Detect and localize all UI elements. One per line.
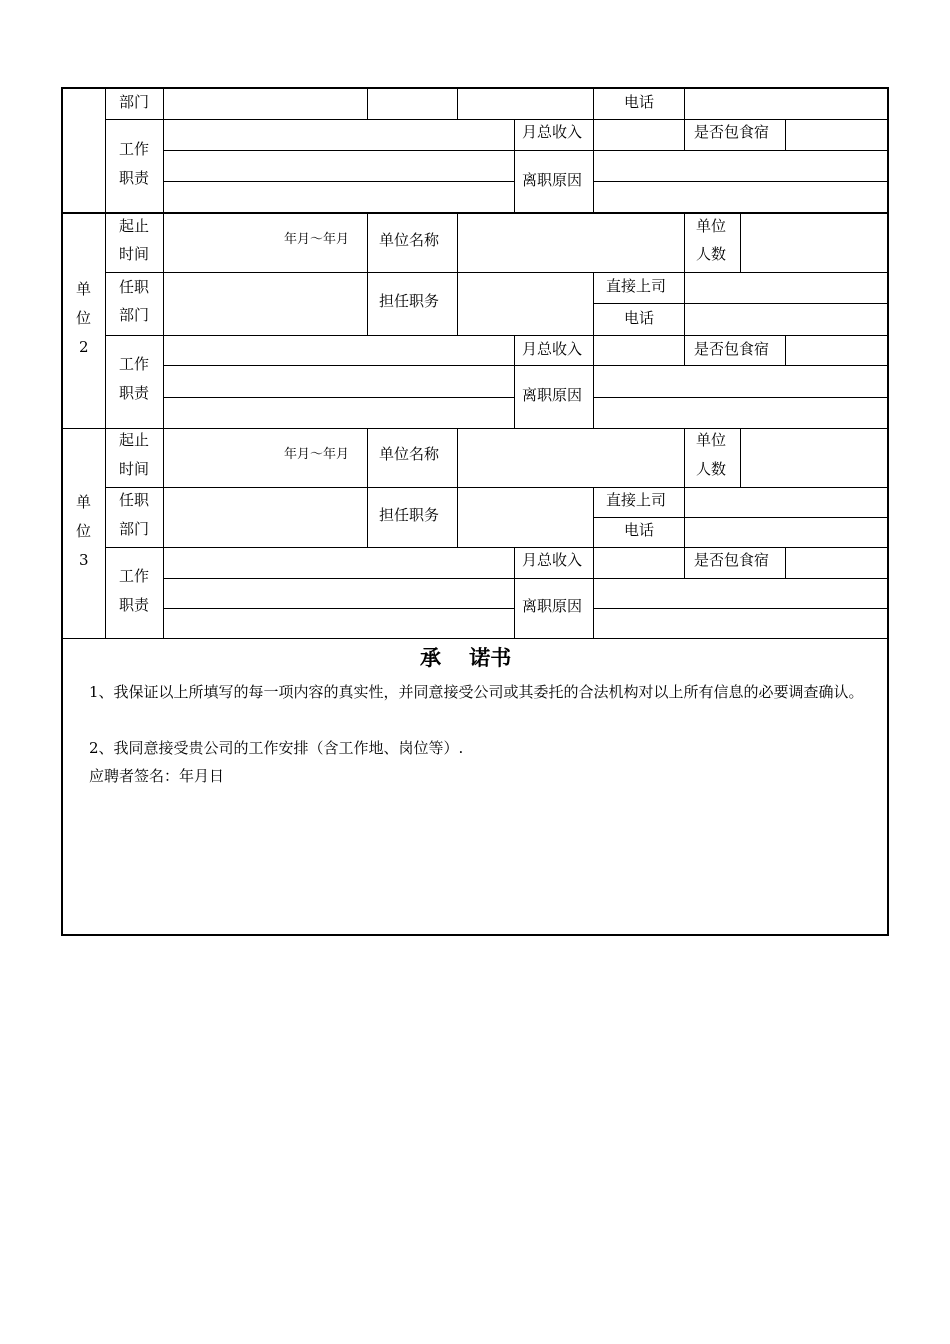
section-divider-3 bbox=[61, 638, 889, 639]
monthly-income-label: 月总收入 bbox=[522, 340, 583, 358]
job-duties-label-line2: 职责 bbox=[119, 384, 150, 402]
period-label-line2: 时间 bbox=[119, 460, 150, 478]
supervisor-label: 直接上司 bbox=[606, 491, 667, 509]
position-label: 担任职务 bbox=[379, 292, 440, 310]
vline bbox=[785, 547, 786, 578]
hline bbox=[163, 150, 887, 151]
vline bbox=[593, 272, 594, 428]
period-placeholder: 年月～年月 bbox=[284, 447, 350, 462]
headcount-label-line1: 单位 bbox=[696, 217, 727, 235]
vline bbox=[514, 335, 515, 428]
period-label-line1: 起止 bbox=[119, 217, 150, 235]
vline bbox=[593, 88, 594, 212]
frame-top bbox=[61, 87, 889, 89]
signature-line: 应聘者签名：年月日 bbox=[89, 767, 225, 785]
pledge-title: 承 诺书 bbox=[420, 646, 512, 670]
hline bbox=[593, 608, 887, 609]
employer-label-char: 位 bbox=[76, 522, 92, 540]
period-label-line1: 起止 bbox=[119, 431, 150, 449]
vline bbox=[740, 213, 741, 272]
vline bbox=[684, 487, 685, 578]
company-name-label: 单位名称 bbox=[379, 445, 440, 463]
frame-bottom bbox=[61, 934, 889, 936]
frame-right bbox=[887, 87, 889, 936]
dept-label-line1: 任职 bbox=[119, 278, 150, 296]
vline bbox=[367, 88, 368, 119]
hline bbox=[163, 365, 887, 366]
frame-left bbox=[61, 87, 63, 936]
leave-reason-label: 离职原因 bbox=[522, 386, 583, 404]
job-duties-label-line1: 工作 bbox=[119, 567, 150, 585]
vline bbox=[785, 119, 786, 150]
vline bbox=[105, 88, 106, 638]
vline bbox=[684, 88, 685, 150]
vline bbox=[367, 429, 368, 547]
hline bbox=[105, 487, 887, 488]
hline bbox=[163, 181, 514, 182]
hline bbox=[593, 181, 887, 182]
leave-reason-label: 离职原因 bbox=[522, 171, 583, 189]
job-duties-label-line1: 工作 bbox=[119, 140, 150, 158]
hline bbox=[593, 517, 887, 518]
employer-label-char: 单 bbox=[76, 493, 92, 511]
dept-label-line2: 部门 bbox=[119, 520, 150, 538]
employer-label-char: 3 bbox=[79, 551, 89, 569]
employer-label-char: 位 bbox=[76, 309, 92, 327]
dept-label-line1: 任职 bbox=[119, 491, 150, 509]
leave-reason-label: 离职原因 bbox=[522, 597, 583, 615]
headcount-label-line2: 人数 bbox=[696, 245, 727, 263]
vline bbox=[593, 487, 594, 638]
hline bbox=[105, 335, 887, 336]
pledge-item-2: 2、我同意接受贵公司的工作安排（含工作地、岗位等）. bbox=[89, 739, 464, 757]
hline bbox=[593, 303, 887, 304]
vline bbox=[514, 119, 515, 212]
vline bbox=[457, 88, 458, 119]
section-divider-1 bbox=[61, 212, 889, 214]
section-divider-2 bbox=[61, 428, 889, 429]
vline bbox=[457, 429, 458, 547]
room-board-label: 是否包食宿 bbox=[694, 340, 770, 358]
headcount-label-line1: 单位 bbox=[696, 431, 727, 449]
monthly-income-label: 月总收入 bbox=[522, 123, 583, 141]
vline bbox=[514, 547, 515, 638]
vline bbox=[684, 213, 685, 272]
vline bbox=[785, 335, 786, 366]
room-board-label: 是否包食宿 bbox=[694, 551, 770, 569]
hline bbox=[593, 397, 887, 398]
hline bbox=[163, 397, 514, 398]
monthly-income-label: 月总收入 bbox=[522, 551, 583, 569]
vline bbox=[457, 213, 458, 335]
dept-label-line2: 部门 bbox=[119, 306, 150, 324]
employer-label-char: 单 bbox=[76, 280, 92, 298]
vline bbox=[684, 272, 685, 366]
hline bbox=[163, 608, 514, 609]
vline bbox=[740, 429, 741, 487]
phone-label: 电话 bbox=[624, 309, 655, 327]
department-label: 部门 bbox=[119, 93, 150, 111]
vline bbox=[163, 88, 164, 638]
employer-label-char: 2 bbox=[79, 338, 89, 356]
job-duties-label-line2: 职责 bbox=[119, 169, 150, 187]
period-placeholder: 年月～年月 bbox=[284, 232, 350, 247]
vline bbox=[684, 429, 685, 487]
phone-label: 电话 bbox=[624, 93, 655, 111]
headcount-label-line2: 人数 bbox=[696, 460, 727, 478]
job-duties-label-line1: 工作 bbox=[119, 355, 150, 373]
pledge-item-1: 1、我保证以上所填写的每一项内容的真实性，并同意接受公司或其委托的合法机构对以上所有信息的必要调查确认。 bbox=[89, 683, 864, 701]
job-duties-label-line2: 职责 bbox=[119, 596, 150, 614]
supervisor-label: 直接上司 bbox=[606, 277, 667, 295]
hline bbox=[163, 578, 887, 579]
vline bbox=[367, 213, 368, 335]
hline bbox=[105, 119, 887, 120]
company-name-label: 单位名称 bbox=[379, 231, 440, 249]
period-label-line2: 时间 bbox=[119, 245, 150, 263]
phone-label: 电话 bbox=[624, 521, 655, 539]
hline bbox=[105, 272, 887, 273]
room-board-label: 是否包食宿 bbox=[694, 123, 770, 141]
hline bbox=[105, 547, 887, 548]
position-label: 担任职务 bbox=[379, 506, 440, 524]
